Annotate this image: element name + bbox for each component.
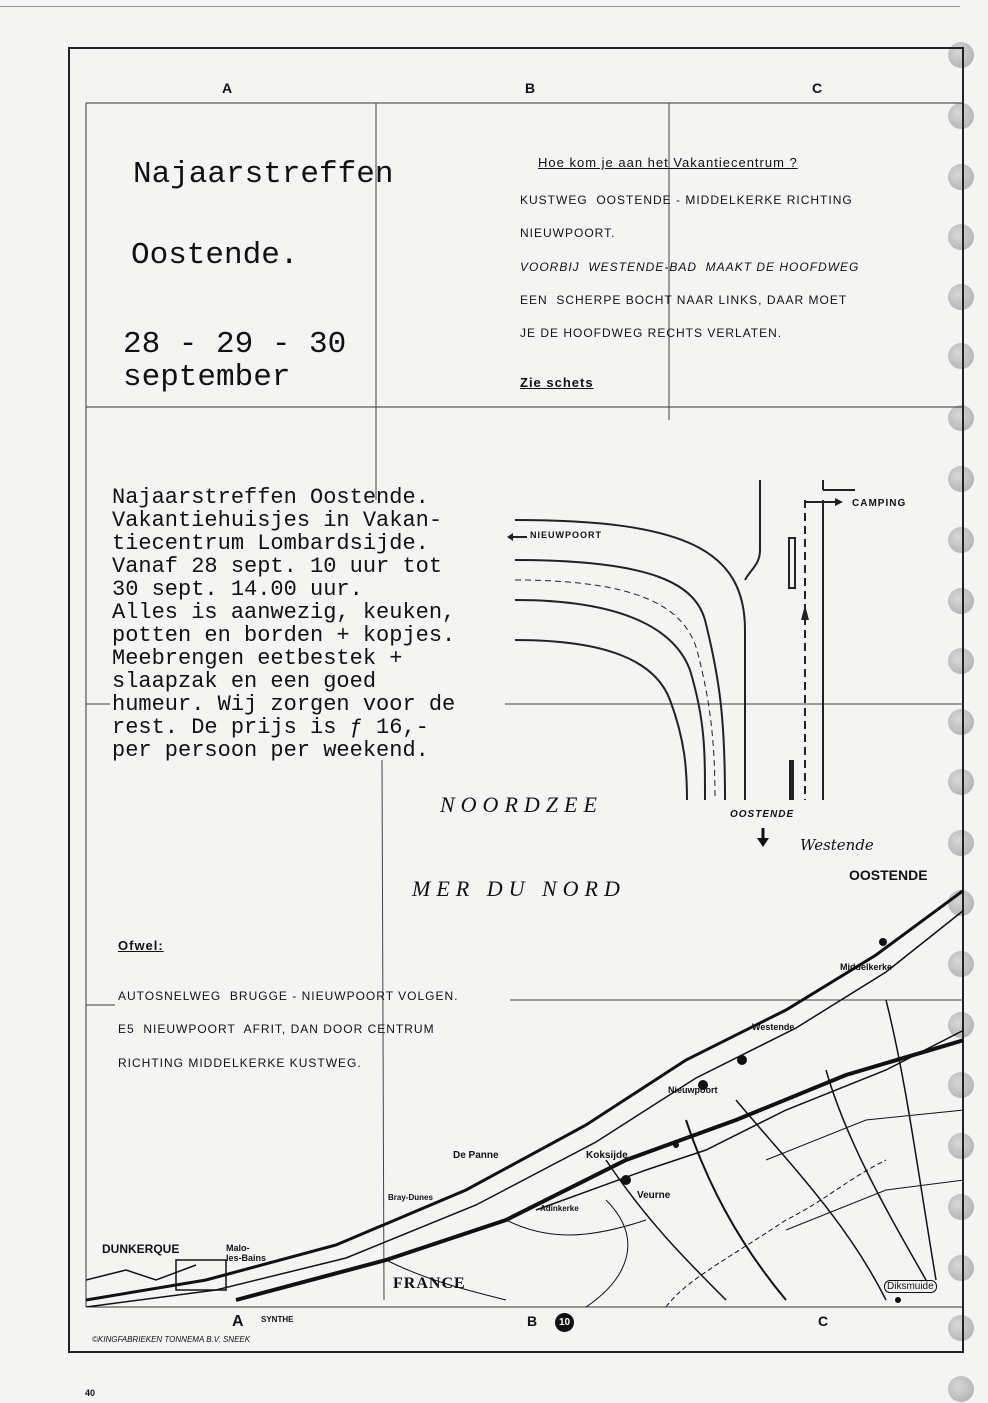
grid-letter-a-top: A <box>222 80 233 96</box>
directions-line: VOORBIJ WESTENDE-BAD MAAKT DE HOOFDWEG <box>520 260 860 274</box>
grid-letter-b-top: B <box>525 80 536 96</box>
map-label-malo: Malo- les-Bains <box>226 1243 267 1263</box>
arrow-down-icon <box>756 828 770 848</box>
map-label-westende: Westende <box>752 1022 795 1032</box>
event-month: september <box>123 360 291 395</box>
directions-line: KUSTWEG OOSTENDE - MIDDELKERKE RICHTING <box>520 193 853 207</box>
sea-label-nl: NOORDZEE <box>440 792 603 817</box>
ofwel-line: RICHTING MIDDELKERKE KUSTWEG. <box>118 1056 362 1070</box>
page-number: 40 <box>85 1388 96 1398</box>
title-oostende: Oostende. <box>131 238 299 273</box>
map-label-nieuwpoort: Nieuwpoort <box>668 1085 718 1095</box>
grid-letter-b-bottom: B <box>527 1313 538 1329</box>
page-badge: 10 <box>555 1313 574 1332</box>
map-label-france: FRANCE <box>393 1275 466 1292</box>
ofwel-heading: Ofwel: <box>118 938 164 953</box>
map-label-middelkerke: Middelkerke <box>840 962 893 972</box>
grid-letter-c-bottom: C <box>818 1313 829 1329</box>
map-label-koksijde: Koksijde <box>586 1150 628 1161</box>
sketch-oostende-label: OOSTENDE <box>730 809 795 820</box>
sea-label-fr: MER DU NORD <box>412 876 626 901</box>
copyright-text: ©KINGFABRIEKEN TONNEMA B.V. SNEEK <box>92 1335 251 1344</box>
sketch-nieuwpoort-label: NIEUWPOORT <box>530 530 602 540</box>
title-najaarstreffen: Najaarstreffen <box>133 157 394 192</box>
map-label-bray-dunes: Bray-Dunes <box>388 1193 433 1202</box>
map-label-veurne: Veurne <box>637 1190 671 1201</box>
sketch-camping-label: CAMPING <box>852 498 907 509</box>
event-dates: 28 - 29 - 30 <box>123 327 347 362</box>
coastal-map <box>86 860 964 1307</box>
directions-line: JE DE HOOFDWEG RECHTS VERLATEN. <box>520 326 783 340</box>
ofwel-line: E5 NIEUWPOORT AFRIT, DAN DOOR CENTRUM <box>118 1022 435 1036</box>
map-label-diksmuide: Diksmuide <box>884 1280 937 1293</box>
map-label-dunkerque: DUNKERQUE <box>102 1242 180 1256</box>
event-description: Najaarstreffen Oostende. Vakantiehuisjes in Vakan- tiecentrum Lombardsijde. Vanaf 28 sept. 10 uur tot 30 sept. 14.00 uur. Alles is aanwezig, keuken, potten en borden + kopjes. Meebrengen eetbestek + slaapzak en een goed humeur. Wij zorgen voor de rest. De prijs is ƒ 16,- per persoon per weekend. <box>112 485 456 763</box>
map-label-adinkerke: Adinkerke <box>540 1204 579 1213</box>
map-label-de-panne: De Panne <box>453 1150 499 1161</box>
directions-line: EEN SCHERPE BOCHT NAAR LINKS, DAAR MOET <box>520 293 848 307</box>
synthe-label: SYNTHE <box>261 1315 294 1324</box>
grid-letter-c-top: C <box>812 80 823 96</box>
ofwel-line: AUTOSNELWEG BRUGGE - NIEUWPOORT VOLGEN. <box>118 989 459 1003</box>
sketch-link[interactable]: Zie schets <box>520 375 594 390</box>
map-label-oostende: OOSTENDE <box>849 867 928 883</box>
grid-letter-a-bottom: A <box>232 1313 244 1330</box>
directions-line: NIEUWPOORT. <box>520 226 616 240</box>
directions-heading: Hoe kom je aan het Vakantiecentrum ? <box>538 155 798 170</box>
sketch-handwritten-note: Westende <box>800 836 874 854</box>
